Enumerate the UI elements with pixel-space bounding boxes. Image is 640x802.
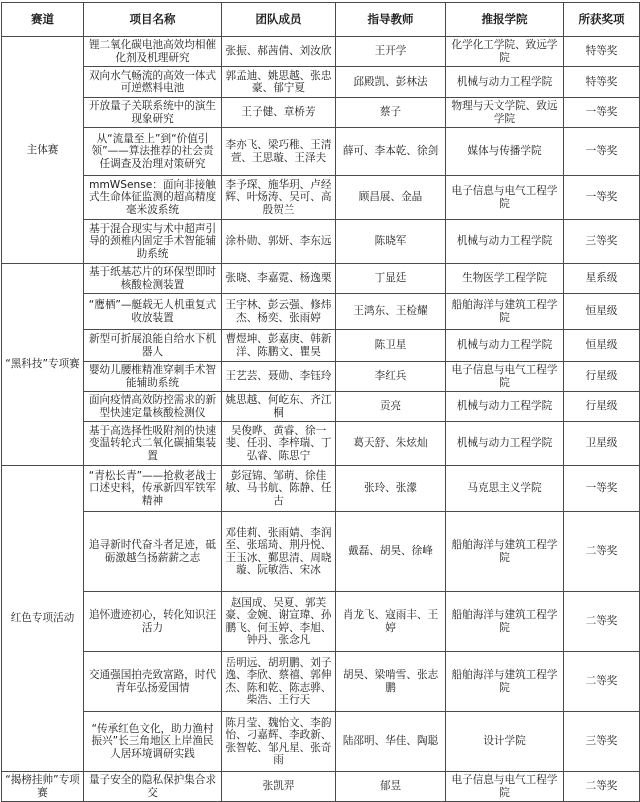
project-cell: “传承红色文化，助力渔村振兴”长三角地区上岸渔民人居环境调研实践 [84,712,222,772]
advisor-cell: 蔡子 [336,98,446,128]
header-advisor: 指导教师 [336,3,446,37]
table-row [2,294,640,330]
project-cell: “青松长青”——抢救老战士口述史料，传承新四军铁军精神 [84,466,222,512]
members-cell: 张晓、李嘉霓、杨逸栗 [222,264,336,294]
award-cell: 行星级 [564,362,640,392]
advisor-cell: 顾昌展、金晶 [336,176,446,220]
award-cell: 二等奖 [564,592,640,652]
advisor-cell: 郁昱 [336,772,446,802]
table-row [2,512,640,592]
project-cell: 开放量子关联系统中的演生现象研究 [84,98,222,128]
members-cell: 李予琛、施华玥、卢经辉、叶炀涛、吴可、高殷贺兰 [222,176,336,220]
award-cell: 一等奖 [564,98,640,128]
members-cell: 陈月莹、魏怡文、李韵怡、刁嘉辉、李政新、张智乾、邹凡星、张奇雨 [222,712,336,772]
table-row [2,772,640,802]
table-row [2,330,640,362]
award-cell: 三等奖 [564,220,640,264]
college-cell: 机械与动力工程学院 [446,392,564,422]
advisor-cell: 丁显廷 [336,264,446,294]
members-cell: 岳明远、胡玥鹏、刘子逸、李欣、蔡禧、郭伸杰、陈和乾、陈志骅、柴浩、王行天 [222,652,336,712]
project-cell: “鹰栖”—艇载无人机重复式收放装置 [84,294,222,330]
header-track: 赛道 [2,3,84,37]
award-cell: 卫星级 [564,422,640,466]
college-cell: 设计学院 [446,712,564,772]
award-cell: 二等奖 [564,772,640,802]
college-cell: 马克思主义学院 [446,466,564,512]
award-cell: 二等奖 [564,512,640,592]
advisor-cell: 陆邵明、华佳、陶聪 [336,712,446,772]
award-cell: 特等奖 [564,67,640,98]
project-cell: 基于纸基芯片的环保型即时核酸检测装置 [84,264,222,294]
awards-table [1,2,640,802]
award-cell: 行星级 [564,392,640,422]
project-cell: 追寻新时代奋斗者足迹，砥砺激越刍扬薪薪之志 [84,512,222,592]
advisor-cell: 薛可、李本乾、徐剑 [336,128,446,176]
header-award: 所获奖项 [564,3,640,37]
members-cell: 涂朴勋、郭妍、李东远 [222,220,336,264]
award-cell: 一等奖 [564,176,640,220]
table-row [2,220,640,264]
award-cell: 一等奖 [564,466,640,512]
header-college: 推报学院 [446,3,564,37]
advisor-cell: 贡亮 [336,392,446,422]
project-cell: 锂二氧化碳电池高效均相催化剂及机理研究 [84,37,222,67]
advisor-cell: 王鸿东、王检耀 [336,294,446,330]
table-row [2,422,640,466]
table-row [2,128,640,176]
track-cell-red: 红色专项活动 [2,466,84,772]
award-cell: 一等奖 [564,128,640,176]
track-cell-main: 主体赛 [2,37,84,264]
header-members: 团队成员 [222,3,336,37]
project-cell: 面向疫情高效防控需求的新型快速定量核酸检测仪 [84,392,222,422]
table-row [2,67,640,98]
project-cell: 婴幼儿腰椎精准穿刺手术智能辅助系统 [84,362,222,392]
project-cell: mmWSense：面向非接触式生命体征监测的超高精度毫米波系统 [84,176,222,220]
advisor-cell: 李红兵 [336,362,446,392]
track-cell-jiebang: “揭榜挂帅”专项赛 [2,772,84,802]
table-row [2,98,640,128]
award-cell: 三等奖 [564,712,640,772]
college-cell: 电子信息与电气工程学院 [446,176,564,220]
advisor-cell: 肖龙飞、寇雨丰、王婷 [336,592,446,652]
college-cell: 机械与动力工程学院 [446,422,564,466]
college-cell: 物理与天文学院、致远学院 [446,98,564,128]
table-row [2,466,640,512]
college-cell: 机械与动力工程学院 [446,220,564,264]
members-cell: 张振、郝茜倩、刘汝欣 [222,37,336,67]
project-cell: 追怀遗迹初心，转化知识汪活力 [84,592,222,652]
members-cell: 吴俊晔、黄睿、徐一斐、任羽、李梓瑞、丁弘睿、陈思宁 [222,422,336,466]
project-cell: 交通强国拍壳致富路，时代青年弘扬爱国情 [84,652,222,712]
award-cell: 二等奖 [564,652,640,712]
college-cell: 机械与动力工程学院 [446,330,564,362]
members-cell: 姚思越、何屹东、齐江桐 [222,392,336,422]
advisor-cell: 陈晓军 [336,220,446,264]
members-cell: 郭孟迪、姚思越、张忠豪、郁宁夏 [222,67,336,98]
table-row [2,652,640,712]
project-cell: 基于混合现实与术中超声引导的颈椎内固定手术智能辅助系统 [84,220,222,264]
members-cell: 赵国成、吴夏、郭芙豪、金婉、谢宣瑋、孙鹏飞、何玉婷、李旭、钟丹、张念凡 [222,592,336,652]
college-cell: 媒体与传播学院 [446,128,564,176]
members-cell: 邓佳莉、张雨婧、李润至、张瑶琦、荆丹悦、王玉冰、鄞思清、周晓璇、阮敏浩、宋冰 [222,512,336,592]
table-row [2,264,640,294]
project-cell: 双向水气畅流的高效一体式可逆燃料电池 [84,67,222,98]
college-cell: 机械与动力工程学院 [446,67,564,98]
college-cell: 生物医学工程学院 [446,264,564,294]
members-cell: 王子健、章桥芳 [222,98,336,128]
award-cell: 恒星级 [564,330,640,362]
project-cell: 从“流量至上”到“价值引领”——算法推荐的社会责任调查及治理对策研究 [84,128,222,176]
table-row [2,176,640,220]
college-cell: 船舶海洋与建筑工程学院 [446,512,564,592]
project-cell: 量子安全的隐私保护集合求交 [84,772,222,802]
members-cell: 张凯羿 [222,772,336,802]
college-cell: 电子信息与电气工程学院 [446,772,564,802]
advisor-cell: 张玲、张濛 [336,466,446,512]
advisor-cell: 胡昊、梁啃雪、张志鹏 [336,652,446,712]
table-row [2,37,640,67]
table-row [2,712,640,772]
advisor-cell: 王开学 [336,37,446,67]
college-cell: 船舶海洋与建筑工程学院 [446,652,564,712]
table-row [2,362,640,392]
award-cell: 恒星级 [564,294,640,330]
track-cell-blacktech: “黑科技”专项赛 [2,264,84,466]
college-cell: 船舶海洋与建筑工程学院 [446,294,564,330]
members-cell: 王艺芸、聂勋、李钰玲 [222,362,336,392]
advisor-cell: 陈卫星 [336,330,446,362]
college-cell: 船舶海洋与建筑工程学院 [446,592,564,652]
members-cell: 彭冠锦、邹萌、徐佳敏、马书航、陈静、任古 [222,466,336,512]
advisor-cell: 戴磊、胡昊、徐峰 [336,512,446,592]
advisor-cell: 葛天舒、朱炫灿 [336,422,446,466]
header-row [2,3,640,37]
college-cell: 化学化工学院、致远学院 [446,37,564,67]
header-project: 项目名称 [84,3,222,37]
advisor-cell: 邱殿凯、彭林法 [336,67,446,98]
table-row [2,392,640,422]
project-cell: 基于高选择性吸附剂的快速变温转轮式二氧化碳捕集装置 [84,422,222,466]
members-cell: 李亦飞、梁巧稚、王清萱、王思璇、王泽夫 [222,128,336,176]
members-cell: 曹煜坤、彭嘉庚、韩新洋、陈鹏文、瞿昊 [222,330,336,362]
table-row [2,592,640,652]
college-cell: 电子信息与电气工程学院 [446,362,564,392]
project-cell: 新型可折展浪能自给水下机器人 [84,330,222,362]
award-cell: 星系级 [564,264,640,294]
award-cell: 特等奖 [564,37,640,67]
members-cell: 王宇林、彭云强、修炜杰、杨奕、张雨婷 [222,294,336,330]
